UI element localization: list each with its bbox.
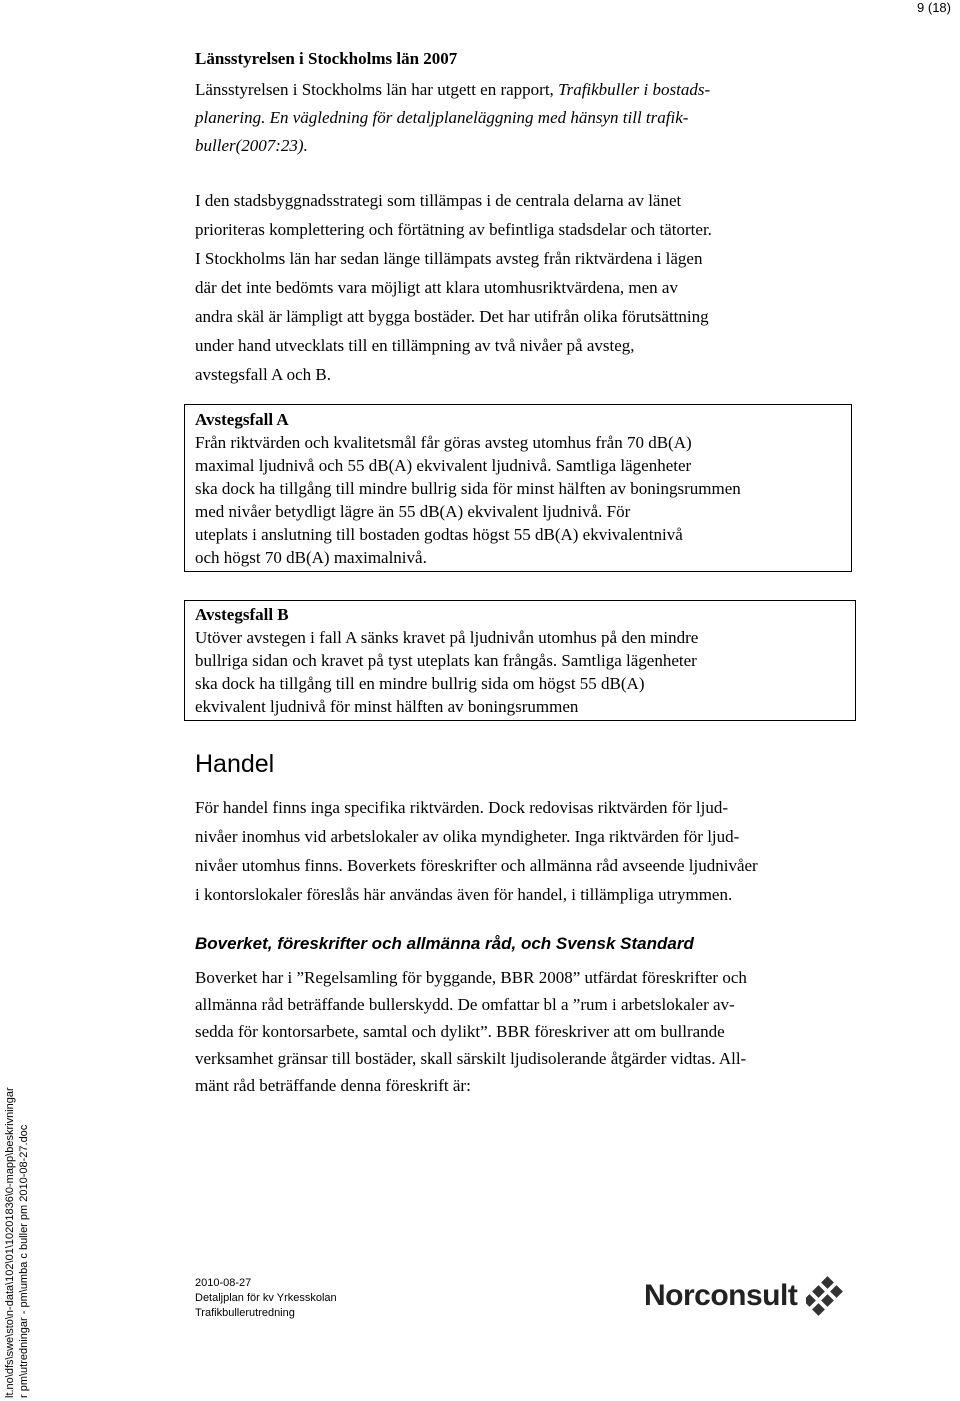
box-line: Från riktvärden och kvalitetsmål får göras avsteg utomhus från 70 dB(A) [195, 433, 692, 452]
report-title-part-2: planering. En vägledning för detaljplaneläggning med hänsyn till trafik- [195, 108, 689, 127]
boverket-heading: Boverket, föreskrifter och allmänna råd, och Svensk Standard [195, 934, 694, 953]
box-line: Utöver avstegen i fall A sänks kravet på ljudnivån utomhus på den mindre [195, 628, 699, 647]
box-line: och högst 70 dB(A) maximalnivå. [195, 548, 427, 567]
box-line: bullriga sidan och kravet på tyst uteplats kan frångås. Samtliga lägenheter [195, 651, 697, 670]
footer-report: Trafikbullerutredning [195, 1307, 295, 1319]
avstegsfall-b-content [195, 603, 845, 718]
box-line: ska dock ha tillgång till mindre bullrig sida för minst hälften av boningsrummen [195, 479, 741, 498]
footer-info [195, 1276, 337, 1321]
paragraph-line: i kontorslokaler föreslås här användas även för handel, i tillämpliga utrymmen. [195, 885, 733, 904]
report-title-part-3: buller(2007:23). [195, 136, 308, 155]
file-path-line-2: r pm\utredningar - pm\umba c buller pm 2010-08-27.doc [18, 1124, 30, 1398]
footer-date: 2010-08-27 [195, 1277, 252, 1289]
page-number: 9 (18) [917, 0, 951, 15]
handel-paragraph [195, 793, 925, 909]
paragraph-line: För handel finns inga specifika riktvärden. Dock redovisas riktvärden för ljud- [195, 798, 728, 817]
section-intro-paragraph [195, 76, 895, 160]
paragraph-line: I Stockholms län har sedan länge tillämpats avsteg från riktvärdena i lägen [195, 249, 703, 268]
paragraph-line: Boverket har i ”Regelsamling för byggande, BBR 2008” utfärdat föreskrifter och [195, 968, 747, 987]
paragraph-line: verksamhet gränsar till bostäder, skall särskilt ljudisolerande åtgärder vidtas. All- [195, 1049, 747, 1068]
footer-project: Detaljplan för kv Yrkesskolan [195, 1292, 337, 1304]
avstegsfall-b-title: Avstegsfall B [195, 605, 289, 624]
norconsult-logo-text: Norconsult [644, 1279, 798, 1312]
report-title-part-1: Trafikbuller i bostads- [558, 80, 711, 99]
avstegsfall-a-content [195, 408, 845, 569]
paragraph-line: där det inte bedömts vara möjligt att klara utomhusriktvärdena, men av [195, 278, 678, 297]
file-path-side-text [3, 1087, 31, 1398]
intro-line-1: Länsstyrelsen i Stockholms län har utgett en rapport, [195, 80, 559, 99]
handel-heading: Handel [195, 750, 275, 778]
box-line: ska dock ha tillgång till en mindre bullrig sida om högst 55 dB(A) [195, 674, 645, 693]
paragraph-line: nivåer utomhus finns. Boverkets föreskrifter och allmänna råd avseende ljudnivåer [195, 856, 758, 875]
paragraph-line: prioriteras komplettering och förtätning av befintliga stadsdelar och tätorter. [195, 220, 712, 239]
box-line: ekvivalent ljudnivå för minst hälften av boningsrummen [195, 697, 579, 716]
section-title-lansstyrelsen: Länsstyrelsen i Stockholms län 2007 [195, 49, 458, 68]
paragraph-line: andra skäl är lämpligt att bygga bostäder. Det har utifrån olika förutsättning [195, 307, 709, 326]
box-line: uteplats i anslutning till bostaden godtas högst 55 dB(A) ekvivalentnivå [195, 525, 683, 544]
paragraph-line: I den stadsbyggnadsstrategi som tillämpas i de centrala delarna av länet [195, 191, 682, 210]
paragraph-line: allmänna råd beträffande bullerskydd. De omfattar bl a ”rum i arbetslokaler av- [195, 995, 735, 1014]
paragraph-line: nivåer inomhus vid arbetslokaler av olika myndigheter. Inga riktvärden för ljud- [195, 827, 740, 846]
strategy-paragraph [195, 186, 915, 389]
avstegsfall-a-title: Avstegsfall A [195, 410, 289, 429]
paragraph-line: mänt råd beträffande denna föreskrift är: [195, 1076, 471, 1095]
box-line: med nivåer betydligt lägre än 55 dB(A) ekvivalent ljudnivå. För [195, 502, 631, 521]
paragraph-line: sedda för kontorsarbete, samtal och dylikt”. BBR föreskriver att om bullrande [195, 1022, 725, 1041]
paragraph-line: under hand utvecklats till en tillämpning av två nivåer på avsteg, [195, 336, 635, 355]
norconsult-logo-icon [806, 1276, 848, 1316]
paragraph-line: avstegsfall A och B. [195, 365, 331, 384]
file-path-line-1: lt.no\dfs\swe\sto\n-data\102\01\10201836\0-mapp\beskrivningar [4, 1087, 16, 1398]
boverket-paragraph [195, 964, 925, 1099]
box-line: maximal ljudnivå och 55 dB(A) ekvivalent ljudnivå. Samtliga lägenheter [195, 456, 692, 475]
